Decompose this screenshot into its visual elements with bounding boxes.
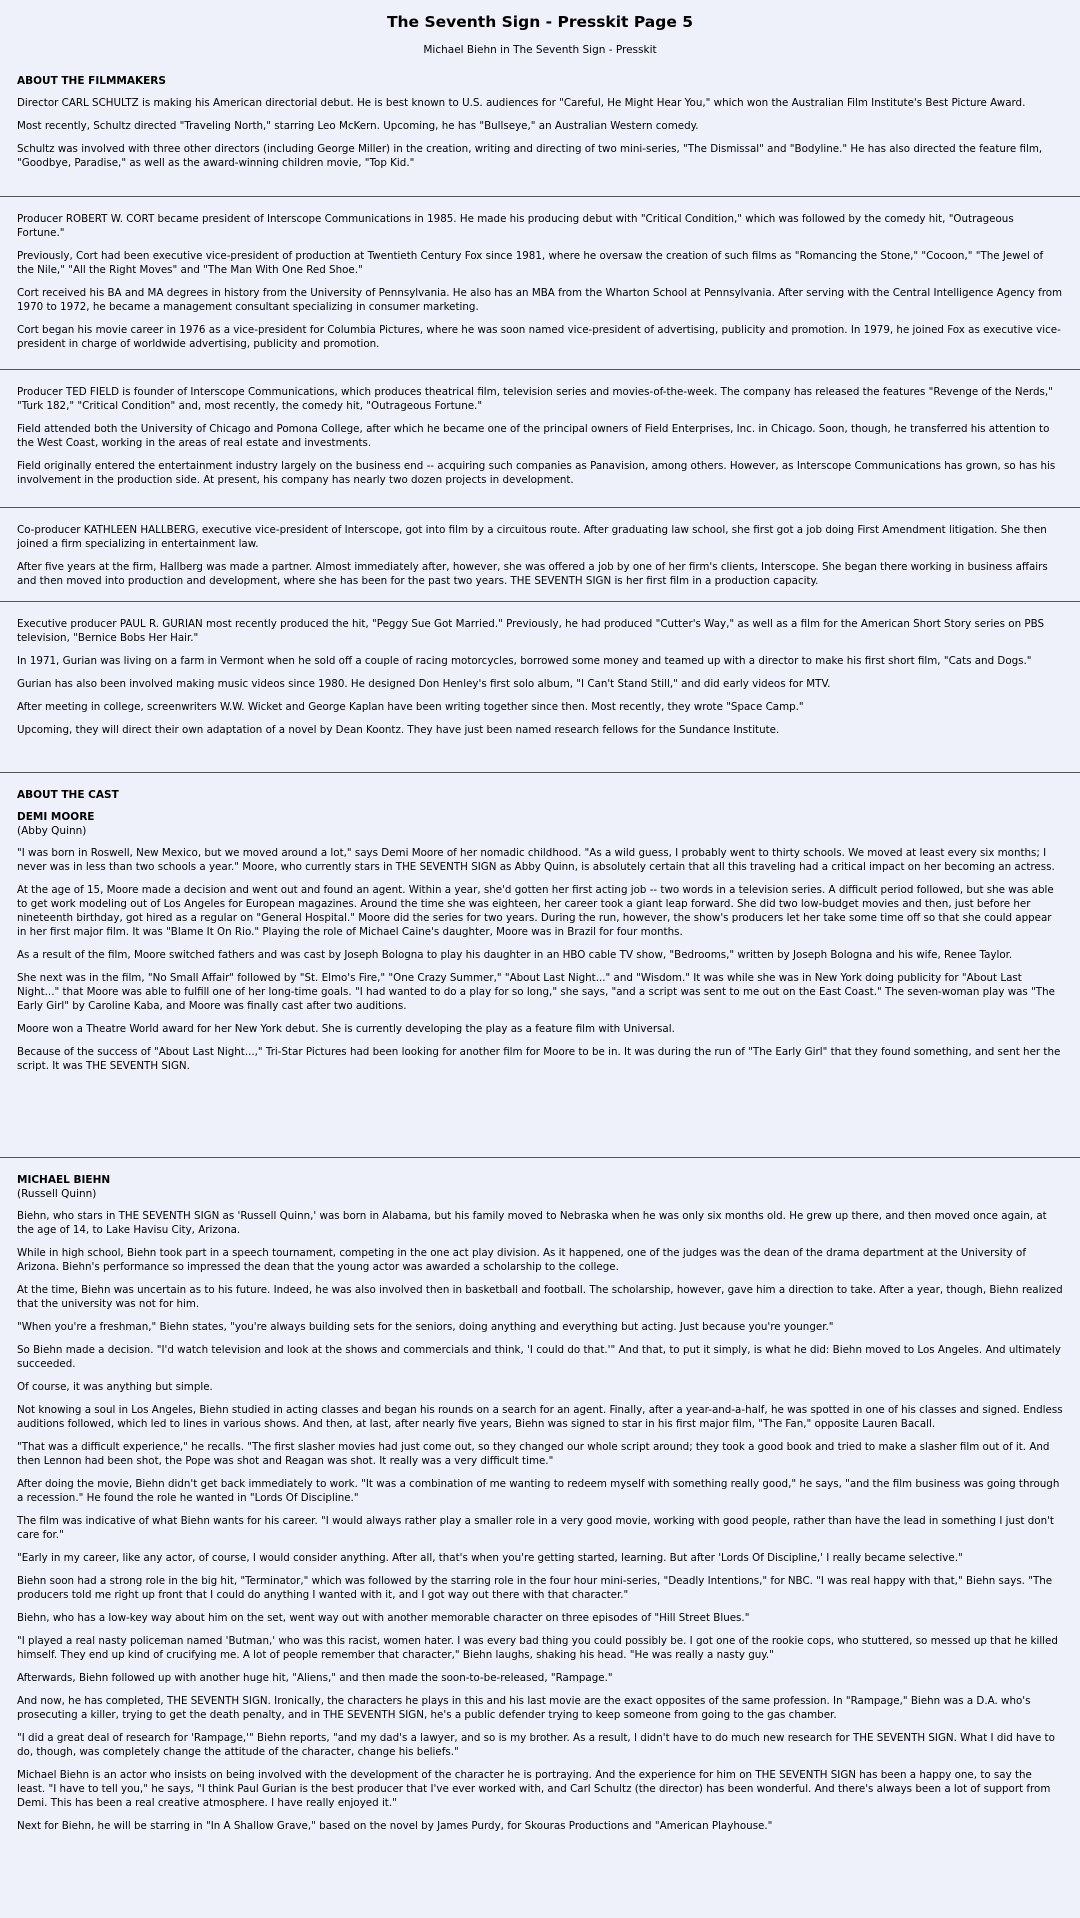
paragraph: Producer ROBERT W. CORT became president of Interscope Communications in 1985. He made his producing debut with "Critical Condition," which was followed by the comedy hit, "Outrageous Fortune." bbox=[17, 213, 1014, 239]
paragraph: And now, he has completed, THE SEVENTH SIGN. Ironically, the characters he plays in this and his last movie are the exact opposites of the same profession. In "Rampage," Biehn was a D.A. who's prosecuting a killer, trying to get the death penalty, and in THE SEVENTH SIGN, he's a public defender trying to keep someone from going to the gas chamber. bbox=[17, 1695, 1031, 1721]
paragraph: Next for Biehn, he will be starring in "In A Shallow Grave," based on the novel by James Purdy, for Skouras Productions and "American Playhouse." bbox=[17, 1820, 773, 1832]
cast-name: DEMI MOORE bbox=[17, 811, 95, 823]
paragraph: Executive producer PAUL R. GURIAN most recently produced the hit, "Peggy Sue Got Married." Previously, he had produced "Cutter's Way," as well as a film for the American Short Story series on PBS television, "Bernice Bobs Her Hair." bbox=[17, 618, 1045, 644]
paragraph: Field attended both the University of Chicago and Pomona College, after which he became one of the principal owners of Field Enterprises, Inc. in Chicago. Soon, though, he transferred his attention to the West Coast, working in the areas of real estate and investments. bbox=[17, 423, 1050, 449]
paragraph: After meeting in college, screenwriters W.W. Wicket and George Kaplan have been writing together since then. Most recently, they wrote "Space Camp." bbox=[17, 701, 804, 713]
paragraph: Biehn, who has a low-key way about him on the set, went way out with another memorable character on three episodes of "Hill Street Blues." bbox=[17, 1612, 750, 1624]
paragraph: "I did a great deal of research for 'Rampage,'" Biehn reports, "and my dad's a lawyer, and so is my brother. As a result, I didn't have to do much new research for THE SEVENTH SIGN. What I did have to do, though, was completely change the attitude of the character, change his beliefs." bbox=[17, 1732, 1055, 1758]
cast-role: (Russell Quinn) bbox=[17, 1188, 97, 1200]
page-title: The Seventh Sign - Presskit Page 5 bbox=[386, 13, 694, 31]
paragraph: Afterwards, Biehn followed up with another huge hit, "Aliens," and then made the soon-to-be-released, "Rampage." bbox=[17, 1672, 613, 1684]
paragraph: "I was born in Roswell, New Mexico, but we moved around a lot," says Demi Moore of her nomadic childhood. "As a wild guess, I probably went to thirty schools. We moved at least every six months; I never was in less than two schools a year." Moore, who currently stars in THE SEVENTH SIGN as Abby Quinn, is absolutely certain that all this traveling had a critical impact on her becoming an actress. bbox=[17, 847, 1055, 873]
paragraph: As a result of the film, Moore switched fathers and was cast by Joseph Bologna to play his daughter in an HBO cable TV show, "Bedrooms," written by Joseph Bologna and his wife, Renee Taylor. bbox=[17, 949, 1013, 961]
section-heading: ABOUT THE FILMMAKERS bbox=[17, 75, 166, 87]
paragraph: Cort began his movie career in 1976 as a vice-president for Columbia Pictures, where he was soon named vice-president of advertising, publicity and promotion. In 1979, he joined Fox as executive vice-president in charge of worldwide advertising, publicity and promotion. bbox=[17, 324, 1061, 350]
paragraph: While in high school, Biehn took part in a speech tournament, competing in the one act play division. As it happened, one of the judges was the dean of the drama department at the University of Arizona. Biehn's performance so impressed the dean that the young actor was awarded a scholarship to the college. bbox=[17, 1247, 1026, 1273]
paragraph: Co-producer KATHLEEN HALLBERG, executive vice-president of Interscope, got into film by a circuitous route. After graduating law school, she first got a job doing First Amendment litigation. She then joined a firm specializing in entertainment law. bbox=[17, 524, 1047, 550]
paragraph: Biehn soon had a strong role in the big hit, "Terminator," which was followed by the starring role in the four hour mini-series, "Deadly Intentions," for NBC. "I was real happy with that," Biehn says. "The producers told me right up front that I could do anything I wanted with it, and I got way out there with that character." bbox=[17, 1575, 1053, 1601]
section-3 bbox=[0, 509, 1080, 602]
section-6 bbox=[0, 1159, 1080, 1918]
paragraph: After five years at the firm, Hallberg was made a partner. Almost immediately after, however, she was offered a job by one of her firm's clients, Interscope. She began there working in business affairs and then moved into production and development, where she has been for the past two years. THE SEVENTH SIGN is her first film in a production capacity. bbox=[17, 561, 1048, 587]
paragraph: Moore won a Theatre World award for her New York debut. She is currently developing the play as a feature film with Universal. bbox=[17, 1023, 675, 1035]
section-1 bbox=[0, 198, 1080, 370]
paragraph: She next was in the film, "No Small Affair" followed by "St. Elmo's Fire," "One Crazy Summer," "About Last Night..." and "Wisdom." It was while she was in New York doing publicity for "About Last Night..." that Moore was able to fulfill one of her long-time goals. "I had wanted to do a play for so long," she says, "and a script was sent to me out on the East Coast." The seven-woman play was "The Early Girl" by Caroline Kaba, and Moore was finally cast after two auditions. bbox=[17, 972, 1055, 1012]
paragraph: At the time, Biehn was uncertain as to his future. Indeed, he was also involved then in basketball and football. The scholarship, however, gave him a direction to take. After a year, though, Biehn realized that the university was not for him. bbox=[17, 1284, 1063, 1310]
paragraph: Producer TED FIELD is founder of Interscope Communications, which produces theatrical film, television series and movies-of-the-week. The company has released the features "Revenge of the Nerds," "Turk 182," "Critical Condition" and, most recently, the comedy hit, "Outrageous Fortune." bbox=[17, 386, 1053, 412]
section-2 bbox=[0, 371, 1080, 508]
paragraph: "Early in my career, like any actor, of course, I would consider anything. After all, that's when you're getting started, learning. But after 'Lords Of Discipline,' I really became selective." bbox=[17, 1552, 963, 1564]
paragraph: Director CARL SCHULTZ is making his American directorial debut. He is best known to U.S. audiences for "Careful, He Might Hear You," which won the Australian Film Institute's Best Picture Award. bbox=[17, 97, 1026, 109]
section-5 bbox=[0, 774, 1080, 1158]
paragraph: Michael Biehn is an actor who insists on being involved with the development of the character he is portraying. And the experience for him on THE SEVENTH SIGN has been a happy one, to say the least. "I have to tell you," he says, "I think Paul Gurian is the best producer that I've ever worked with, and Carl Schultz (the director) has been wonderful. And there's always been a lot of support from Demi. This has been a real creative atmosphere. I have really enjoyed it." bbox=[17, 1769, 1051, 1809]
paragraph: "When you're a freshman," Biehn states, "you're always building sets for the seniors, doing anything and everything but acting. Just because you're younger." bbox=[17, 1321, 834, 1333]
paragraph: Cort received his BA and MA degrees in history from the University of Pennsylvania. He also has an MBA from the Wharton School at Pennsylvania. After serving with the Central Intelligence Agency from 1970 to 1972, he became a management consultant specializing in consumer marketing. bbox=[17, 287, 1063, 313]
section-heading: ABOUT THE CAST bbox=[17, 789, 119, 801]
paragraph: Because of the success of "About Last Night...," Tri-Star Pictures had been looking for another film for Moore to be in. It was during the run of "The Early Girl" that they found something, and sent her the script. It was THE SEVENTH SIGN. bbox=[17, 1046, 1061, 1072]
paragraph: At the age of 15, Moore made a decision and went out and found an agent. Within a year, she'd gotten her first acting job -- two words in a television series. A difficult period followed, but she was able to get work modeling out of Los Angeles for European magazines. Around the time she was eighteen, her career took a giant leap forward. She did two low-budget movies and then, just before her nineteenth birthday, got hired as a regular on "General Hospital." Moore did the series for two years. During the run, however, the show's producers let her take some time off so that she could appear in her first major film. It was "Blame It On Rio." Playing the role of Michael Caine's daughter, Moore was in Brazil for four months. bbox=[17, 884, 1054, 938]
paragraph: Schultz was involved with three other directors (including George Miller) in the creation, writing and directing of two mini-series, "The Dismissal" and "Bodyline." He has also directed the feature film, "Goodbye, Paradise," as well as the award-winning children movie, "Top Kid." bbox=[17, 143, 1043, 169]
paragraph: The film was indicative of what Biehn wants for his career. "I would always rather play a smaller role in a very good movie, working with good people, rather than have the lead in something I just don't care for." bbox=[17, 1515, 1054, 1541]
section-0 bbox=[0, 68, 1080, 197]
paragraph: So Biehn made a decision. "I'd watch television and look at the shows and commercials and think, 'I could do that.'" And that, to put it simply, is what he did: Biehn moved to Los Angeles. And ultimately succeeded. bbox=[17, 1344, 1061, 1370]
paragraph: Gurian has also been involved making music videos since 1980. He designed Don Henley's first solo album, "I Can't Stand Still," and did early videos for MTV. bbox=[17, 678, 831, 690]
page-subtitle: Michael Biehn in The Seventh Sign - Presskit bbox=[423, 44, 657, 56]
paragraph: Upcoming, they will direct their own adaptation of a novel by Dean Koontz. They have just been named research fellows for the Sundance Institute. bbox=[17, 724, 780, 736]
paragraph: Not knowing a soul in Los Angeles, Biehn studied in acting classes and began his rounds on a search for an agent. Finally, after a year-and-a-half, he was spotted in one of his classes and signed. Endless auditions followed, which led to lines in various shows. And then, at last, after nearly five years, Biehn was signed to star in his first major film, "The Fan," opposite Lauren Bacall. bbox=[17, 1404, 1063, 1430]
cast-role: (Abby Quinn) bbox=[17, 825, 87, 837]
paragraph: After doing the movie, Biehn didn't get back immediately to work. "It was a combination of me wanting to redeem myself with something really good," he says, "and the film business was going through a recession." He found the role he wanted in "Lords Of Discipline." bbox=[17, 1478, 1060, 1504]
paragraph: Previously, Cort had been executive vice-president of production at Twentieth Century Fox since 1981, where he oversaw the creation of such films as "Romancing the Stone," "Cocoon," "The Jewel of the Nile," "All the Right Moves" and "The Man With One Red Shoe." bbox=[17, 250, 1044, 276]
paragraph: Most recently, Schultz directed "Traveling North," starring Leo McKern. Upcoming, he has "Bullseye," an Australian Western comedy. bbox=[17, 120, 699, 132]
section-4 bbox=[0, 603, 1080, 773]
paragraph: Biehn, who stars in THE SEVENTH SIGN as 'Russell Quinn,' was born in Alabama, but his family moved to Nebraska when he was only six months old. He grew up there, and then moved once again, at the age of 14, to Lake Havisu City, Arizona. bbox=[17, 1210, 1047, 1236]
paragraph: In 1971, Gurian was living on a farm in Vermont when he sold off a couple of racing motorcycles, borrowed some money and teamed up with a director to make his first short film, "Cats and Dogs." bbox=[17, 655, 1032, 667]
paragraph: Of course, it was anything but simple. bbox=[17, 1381, 213, 1393]
paragraph: "I played a real nasty policeman named 'Butman,' who was this racist, women hater. I was every bad thing you could possibly be. I got one of the rookie cops, who stuttered, so messed up that he killed himself. They end up kind of crucifying me. A lot of people remember that character," Biehn laughs, shaking his head. "He was really a nasty guy." bbox=[17, 1635, 1058, 1661]
cast-name: MICHAEL BIEHN bbox=[17, 1174, 111, 1186]
paragraph: Field originally entered the entertainment industry largely on the business end -- acquiring such companies as Panavision, among others. However, as Interscope Communications has grown, so has his involvement in the production side. At present, his company has nearly two dozen projects in development. bbox=[17, 460, 1056, 486]
paragraph: "That was a difficult experience," he recalls. "The first slasher movies had just come out, so they changed our whole script around; they took a good book and tried to make a slasher film out of it. And then Lennon had been shot, the Pope was shot and Reagan was shot. It really was a very difficult time." bbox=[17, 1441, 1050, 1467]
